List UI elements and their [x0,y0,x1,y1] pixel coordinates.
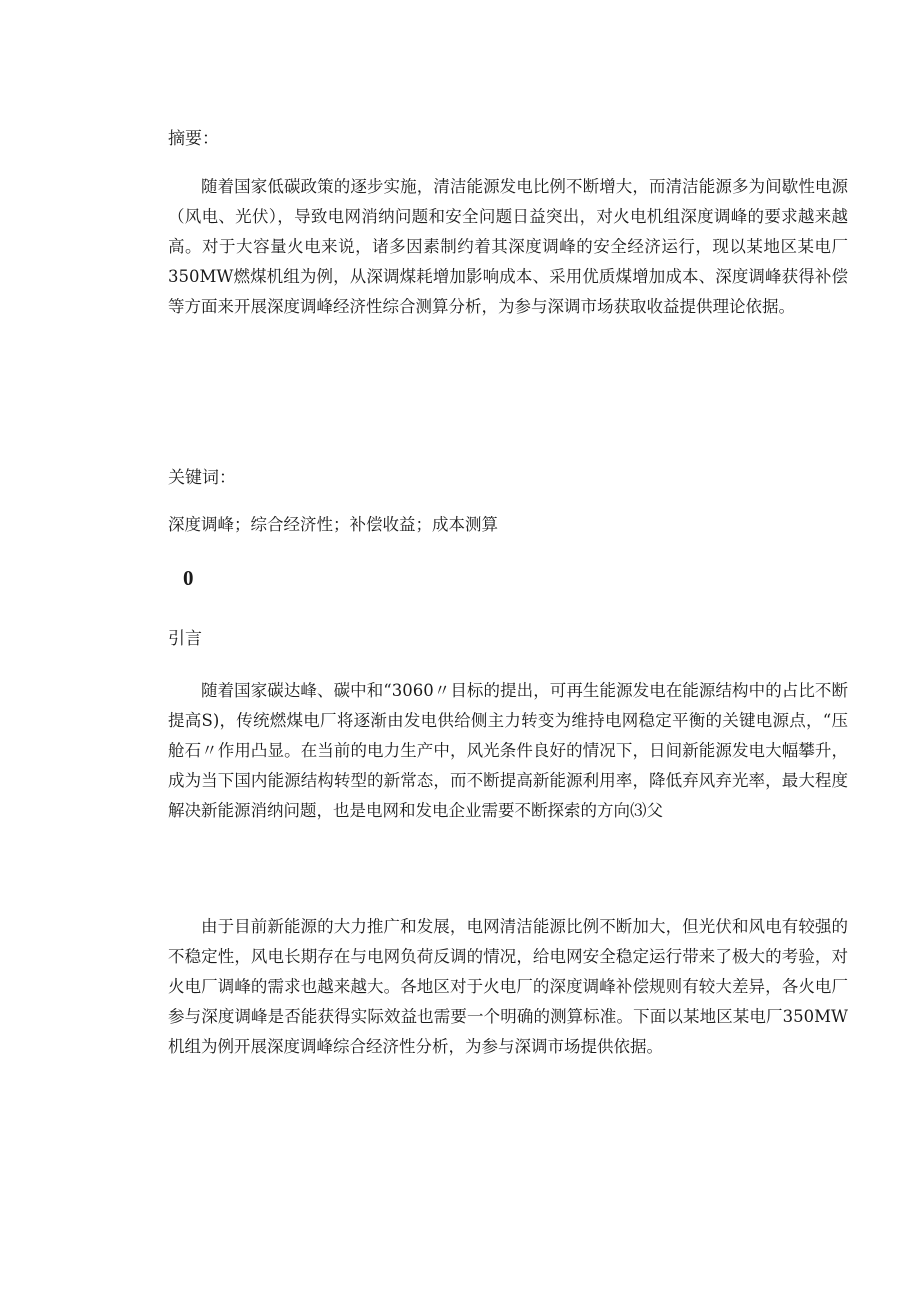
keywords-body: 深度调峰；综合经济性；补偿收益；成本测算 [168,515,498,534]
abstract-body: 随着国家低碳政策的逐步实施，清洁能源发电比例不断增大，而清洁能源多为间歇性电源（风电、光伏），导致电网消纳问题和安全问题日益突出，对火电机组深度调峰的要求越来越高。对于大容量火电来说，诸多因素制约着其深度调峰的安全经济运行，现以某地区某电厂350MW燃煤机组为例，从深调煤耗增加影响成本、采用优质煤增加成本、深度调峰获得补偿等方面来开展深度调峰经济性综合测算分析，为参与深调市场获取收益提供理论依据。 [168,177,848,316]
abstract-label: 摘要： [168,129,219,149]
section-title: 引言 [168,629,202,649]
keywords-label: 关键词： [168,468,236,488]
intro-paragraph-2: 由于目前新能源的大力推广和发展，电网清洁能源比例不断加大，但光伏和风电有较强的不稳定性，风电长期存在与电网负荷反调的情况，给电网安全稳定运行带来了极大的考验，对火电厂调峰的需求也越来越大。各地区对于火电厂的深度调峰补偿规则有较大差异，各火电厂参与深度调峰是否能获得实际效益也需要一个明确的测算标准。下面以某地区某电厂350MW机组为例开展深度调峰综合经济性分析，为参与深调市场提供依据。 [168,917,848,1056]
intro-paragraph-1: 随着国家碳达峰、碳中和“3060〃目标的提出，可再生能源发电在能源结构中的占比不断提高S)，传统燃煤电厂将逐渐由发电供给侧主力转变为维持电网稳定平衡的关键电源点，“压舱石〃作用凸显。在当前的电力生产中，风光条件良好的情况下，日间新能源发电大幅攀升，成为当下国内能源结构转型的新常态，而不断提高新能源利用率，降低弃风弃光率，最大程度解决新能源消纳问题，也是电网和发电企业需要不断探索的方向⑶父 [168,681,848,820]
section-number: 0 [183,566,194,590]
